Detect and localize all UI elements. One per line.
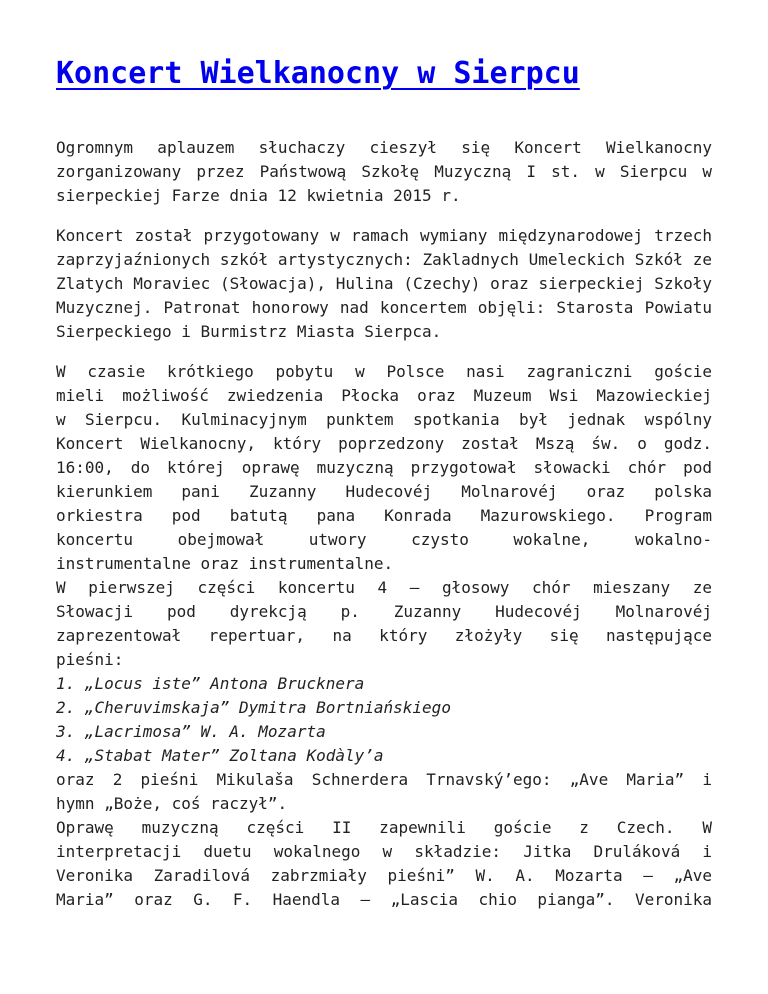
text-line: hymn „Boże, coś raczył”. <box>56 794 288 813</box>
text-line: Słowacji pod dyrekcją p. Zuzanny Hudecovéj Molnarovéj <box>56 602 712 621</box>
text-line: orkiestra pod batutą pana Konrada Mazurowskiego. Program <box>56 506 712 525</box>
text-line: interpretacji duetu wokalnego w składzie: Jitka Druláková i <box>56 842 712 861</box>
text-line: W czasie krótkiego pobytu w Polsce nasi zagraniczni goście <box>56 362 712 381</box>
article-title-link[interactable]: Koncert Wielkanocny w Sierpcu <box>56 56 580 91</box>
text-line: w Sierpcu. Kulminacyjnym punktem spotkania był jednak wspólny <box>56 410 712 429</box>
text-line: mieli możliwość zwiedzenia Płocka oraz Muzeum Wsi Mazowieckiej <box>56 386 712 405</box>
text-line: Veronika Zaradilová zabrzmiały pieśni” W. A. Mozarta – „Ave <box>56 866 712 885</box>
repertoire-item: 2. „Cheruvimskaja” Dymitra Bortniańskiego <box>56 698 451 717</box>
text-line: instrumentalne oraz instrumentalne. <box>56 554 394 573</box>
repertoire-item: 3. „Lacrimosa” W. A. Mozarta <box>56 722 326 741</box>
text-line: pieśni: <box>56 650 124 669</box>
repertoire-item: 1. „Locus iste” Antona Brucknera <box>56 674 365 693</box>
paragraph-exchange: Koncert został przygotowany w ramach wymiany międzynarodowej trzech zaprzyjaźnionych szkół artystycznych: Zakladnych Umeleckich Szkół ze Zlatych Moraviec (Słowacja), Hulina (Czechy) oraz sierpeckiej Szkoły Muzycznej. Patronat honorowy nad koncertem objęli: Starosta Powiatu Sierpeckiego i Burmistrz Miasta Sierpca. <box>56 226 712 341</box>
text-line: Koncert Wielkanocny, który poprzedzony został Mszą św. o godz. <box>56 434 712 453</box>
text-line: 16:00, do której oprawę muzyczną przygotował słowacki chór pod <box>56 458 712 477</box>
text-line: Maria” oraz G. F. Haendla – „Lascia chio pianga”. Veronika <box>56 890 712 909</box>
text-line: oraz 2 pieśni Mikulaša Schnerdera Trnavský’ego: „Ave Maria” i <box>56 770 712 789</box>
text-line: W pierwszej części koncertu 4 – głosowy chór mieszany ze <box>56 578 712 597</box>
text-line: kierunkiem pani Zuzanny Hudecovéj Molnarovéj oraz polska <box>56 482 712 501</box>
text-line: zaprezentował repertuar, na który złożyły się następujące <box>56 626 712 645</box>
article <box>56 52 712 912</box>
repertoire-item: 4. „Stabat Mater” Zoltana Kodàly’a <box>56 746 384 765</box>
paragraph-program <box>56 360 712 912</box>
text-line: koncertu obejmował utwory czysto wokalne, wokalno- <box>56 530 712 549</box>
paragraph-intro: Ogromnym aplauzem słuchaczy cieszył się Koncert Wielkanocny zorganizowany przez Państwową Szkołę Muzyczną I st. w Sierpcu w sierpeckiej Farze dnia 12 kwietnia 2015 r. <box>56 138 712 205</box>
text-line: Oprawę muzyczną części II zapewnili goście z Czech. W <box>56 818 712 837</box>
